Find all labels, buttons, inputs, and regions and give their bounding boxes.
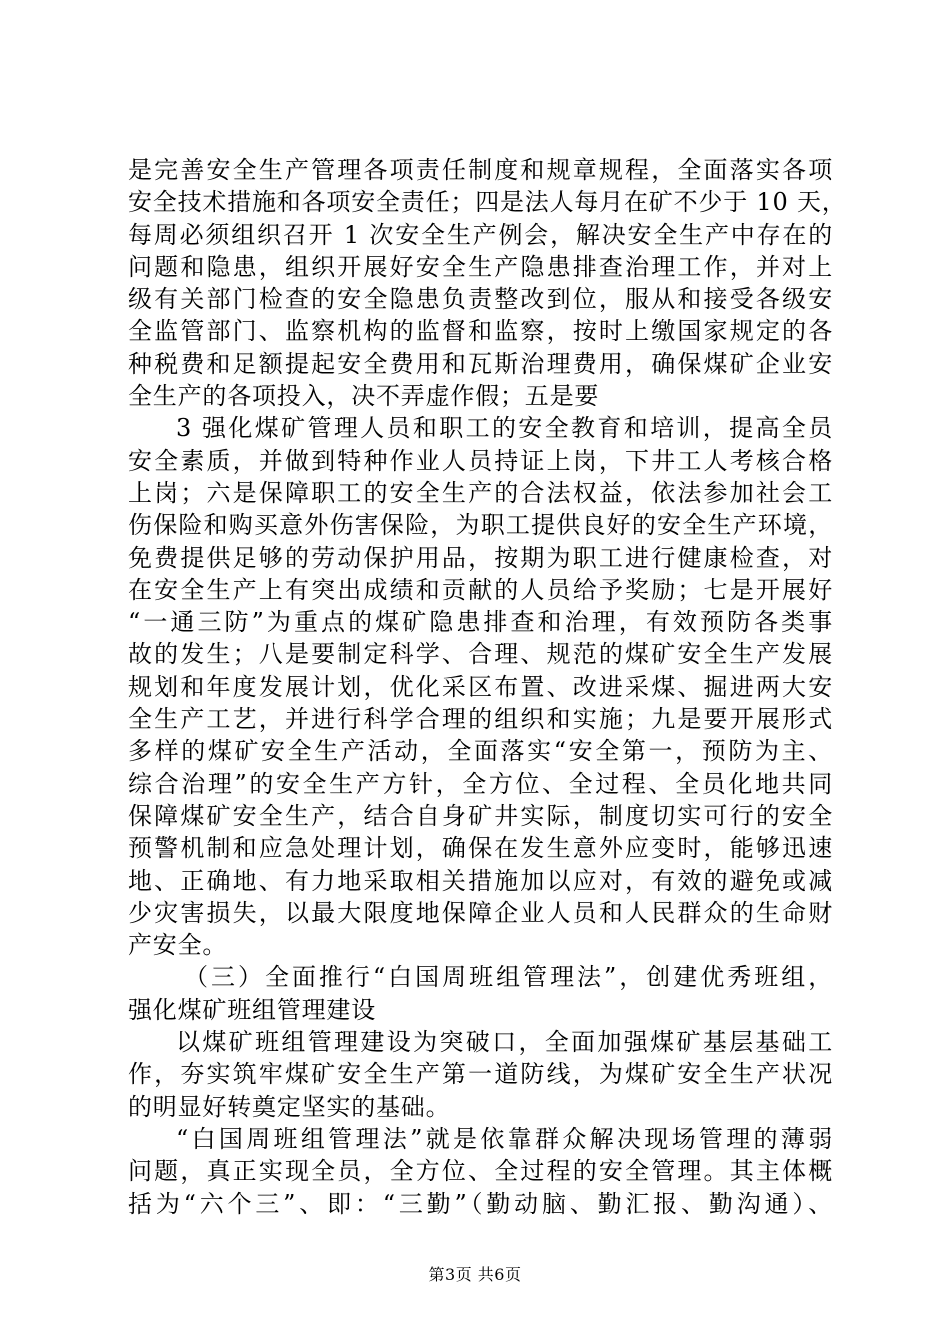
text-line: 级有关部门检查的安全隐患负责整改到位，服从和接受各级安 — [128, 285, 833, 314]
text-line: 是完善安全生产管理各项责任制度和规章规程，全面落实各项 — [128, 156, 833, 184]
text-line: 每周必须组织召开 1 次安全生产例会，解决安全生产中存在的 — [128, 220, 833, 249]
text-line: 作，夯实筑牢煤矿安全生产第一道防线，为煤矿安全生产状况 — [128, 1060, 833, 1089]
text-line: 种税费和足额提起安全费用和瓦斯治理费用，确保煤矿企业安 — [128, 349, 833, 378]
section-heading-line: 强化煤矿班组管理建设 — [128, 995, 376, 1024]
text-line: 括为“六个三”、即：“三勤”（勤动脑、勤汇报、勤沟通）、 — [128, 1189, 833, 1218]
text-line: 问题和隐患，组织开展好安全生产隐患排查治理工作，并对上 — [128, 252, 833, 281]
paragraph-start-line: “白国周班组管理法”就是依靠群众解决现场管理的薄弱 — [176, 1124, 833, 1153]
section-heading-line: （三）全面推行“白国周班组管理法”，创建优秀班组， — [184, 963, 833, 992]
text-line: 预警机制和应急处理计划，确保在发生意外应变时，能够迅速 — [128, 834, 833, 863]
paragraph-start-line: 3 强化煤矿管理人员和职工的安全教育和培训，提高全员 — [176, 414, 833, 443]
text-line: 在安全生产上有突出成绩和贡献的人员给予奖励；七是开展好 — [128, 575, 833, 604]
text-line: 全监管部门、监察机构的监督和监察，按时上缴国家规定的各 — [128, 317, 833, 346]
text-line: 问题，真正实现全员，全方位、全过程的安全管理。其主体概 — [128, 1157, 833, 1186]
text-line: 产安全。 — [128, 931, 228, 960]
text-line: 少灾害损失，以最大限度地保障企业人员和人民群众的生命财 — [128, 898, 833, 927]
paragraph-start-line: 以煤矿班组管理建设为突破口，全面加强煤矿基层基础工 — [176, 1028, 833, 1057]
text-line: 安全技术措施和各项安全责任；四是法人每月在矿不少于 10 天， — [128, 188, 847, 217]
text-line: 免费提供足够的劳动保护用品，按期为职工进行健康检查，对 — [128, 543, 833, 572]
text-line: 全生产的各项投入，决不弄虚作假；五是要 — [128, 382, 600, 411]
text-line: 安全素质，并做到特种作业人员持证上岗，下井工人考核合格 — [128, 446, 833, 475]
text-line: 伤保险和购买意外伤害保险，为职工提供良好的安全生产环境， — [128, 511, 833, 540]
text-line: 多样的煤矿安全生产活动，全面落实“安全第一，预防为主、 — [128, 737, 833, 766]
text-line: 规划和年度发展计划，优化采区布置、改进采煤、掘进两大安 — [128, 672, 833, 701]
text-line: 地、正确地、有力地采取相关措施加以应对，有效的避免或减 — [128, 866, 833, 895]
text-line: 上岗；六是保障职工的安全生产的合法权益，依法参加社会工 — [128, 478, 833, 507]
text-line: 保障煤矿安全生产，结合自身矿井实际，制度切实可行的安全 — [128, 801, 833, 830]
page-number-footer: 第3页 共6页 — [428, 1265, 522, 1284]
text-line: 故的发生；八是要制定科学、合理、规范的煤矿安全生产发展 — [128, 640, 833, 669]
text-line: “一通三防”为重点的煤矿隐患排查和治理，有效预防各类事 — [128, 608, 833, 637]
text-line: 全生产工艺，并进行科学合理的组织和实施；九是要开展形式 — [128, 705, 833, 734]
text-line: 的明显好转奠定坚实的基础。 — [128, 1092, 451, 1121]
document-body — [128, 154, 847, 1220]
text-line: 综合治理”的安全生产方针，全方位、全过程、全员化地共同 — [128, 769, 833, 798]
